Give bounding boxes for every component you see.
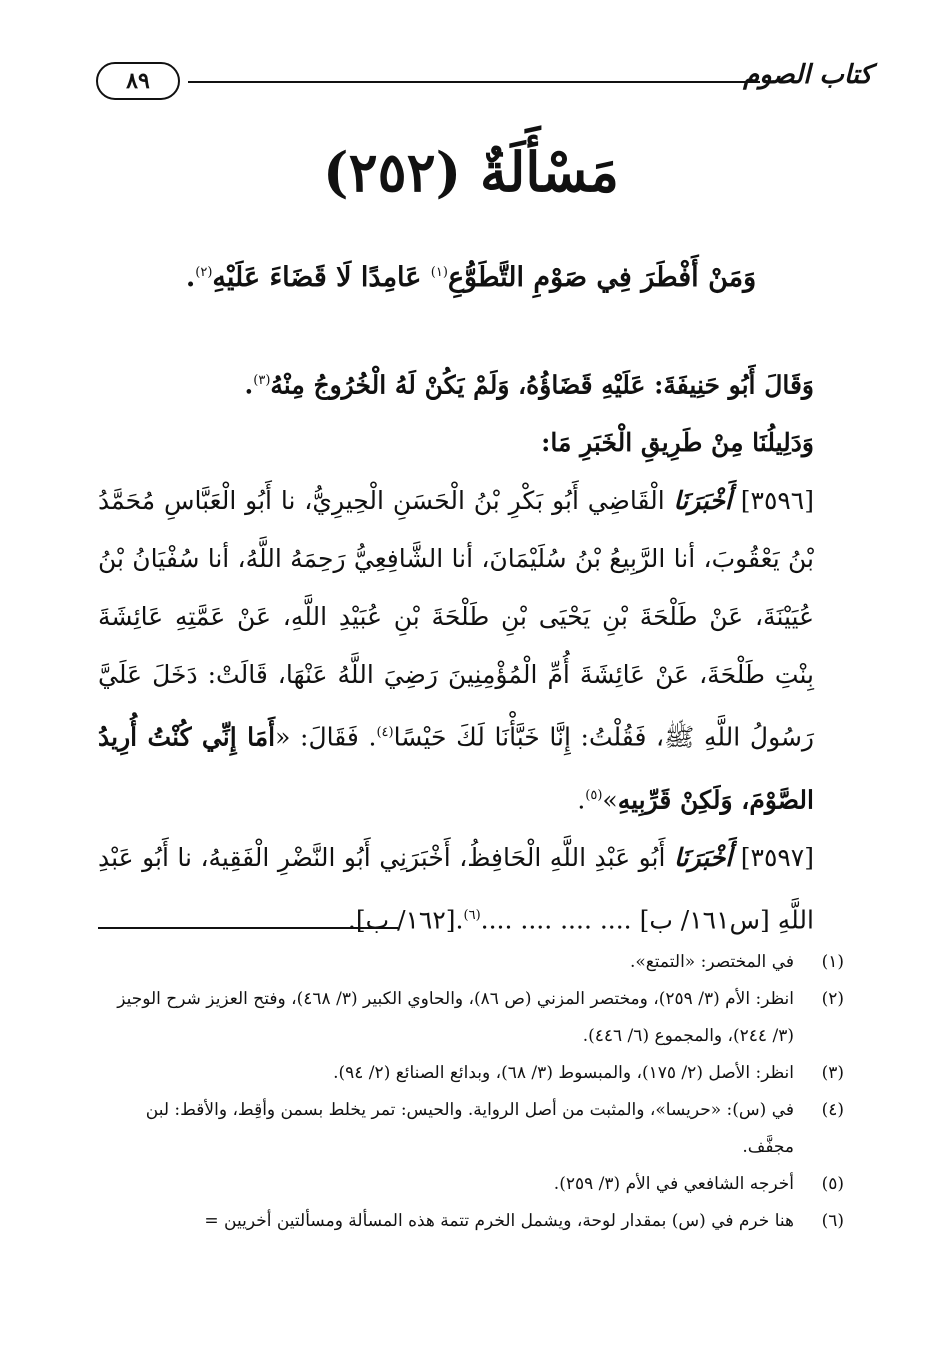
issue-statement-part1: وَمَنْ أَفْطَرَ فِي صَوْمِ التَّطَوُّعِ — [447, 262, 757, 293]
prophet-quote: أَمَا إِنِّي كُنْتُ أُرِيدُ الصَّوْمَ، وَلَكِنْ قَرِّبِيهِ — [98, 722, 814, 814]
footnote-ref-4: (٤) — [376, 725, 394, 741]
footnote-text: في المختصر: «التمتع». — [629, 952, 794, 972]
paragraph-abu-hanifa-end: . — [244, 370, 254, 400]
hadith-3597 — [98, 829, 844, 949]
hadith-text-mid: . فَقَالَ: « — [275, 722, 377, 752]
footnote-ref-3: (٣) — [253, 373, 271, 388]
footnote-separator — [98, 927, 398, 929]
footnote-text: هنا خرم في (س) بمقدار لوحة، ويشمل الخرم تتمة هذه المسألة ومسألتين أخريين = — [204, 1211, 794, 1231]
akhbarana-label: أَخْبَرَنَا — [673, 842, 733, 872]
footnote-item — [98, 981, 844, 1055]
footnote-text: انظر: الأم (٣/ ٢٥٩)، ومختصر المزني (ص ٨٦)، والحاوي الكبير (٣/ ٤٦٨)، وفتح العزيز شرح الوجيز (٣/ ٢٤٤)، والمجموع (٦/ ٤٤٦). — [117, 989, 794, 1046]
footnote-ref-5: (٥) — [585, 787, 603, 803]
footnote-ref-1: (١) — [430, 265, 448, 280]
hadith-chain: أَبُو عَبْدِ اللَّهِ الْحَافِظُ، أَخْبَرَنِي أَبُو النَّضْرِ الْفَقِيهُ، نا أَبُو عَبْدِ اللَّهِ [س١٦١/ ب] .... .... .... .... — [98, 842, 814, 935]
header-rule — [188, 81, 760, 83]
book-title: كتاب الصوم — [743, 60, 872, 90]
footnote-text: في (س): «حريسا»، والمثبت من أصل الرواية. والحيس: تمر يخلط بسمن وأقِط، والأقط: لبن مجفَّف. — [145, 1100, 794, 1157]
hadith-3596 — [98, 472, 844, 829]
issue-statement-end: . — [185, 262, 196, 293]
quote-close: » — [602, 784, 618, 814]
main-text — [98, 352, 844, 949]
hadith-end: .[١٦٢/ ب]. — [347, 905, 464, 935]
paragraph-abu-hanifa-text: وَقَالَ أَبُو حَنِيفَةَ: عَلَيْهِ قَضَاؤُهُ، وَلَمْ يَكُنْ لَهُ الْخُرُوجُ مِنْهُ — [270, 370, 814, 400]
footnote-number: (٤) — [821, 1100, 844, 1120]
footnote-text: أخرجه الشافعي في الأم (٣/ ٢٥٩). — [553, 1174, 794, 1194]
footnote-ref-2: (٢) — [195, 265, 213, 280]
footnote-number: (٣) — [821, 1063, 844, 1083]
footnote-text: انظر: الأصل (٢/ ١٧٥)، والمبسوط (٣/ ٦٨)، وبدائع الصنائع (٢/ ٩٤). — [333, 1063, 794, 1083]
paragraph-abu-hanifa — [98, 352, 844, 414]
page-header — [96, 60, 872, 100]
footnote-item — [98, 1055, 844, 1092]
footnotes — [98, 944, 844, 1240]
hadith-number: [٣٥٩٧] — [732, 842, 814, 872]
page-number: ٨٩ — [96, 62, 180, 100]
footnote-item — [98, 1092, 844, 1166]
footnote-item — [98, 1166, 844, 1203]
footnote-item — [98, 944, 844, 981]
footnote-number: (١) — [821, 952, 844, 972]
footnote-number: (٥) — [821, 1174, 844, 1194]
issue-statement-part2: عَامِدًا لَا قَضَاءَ عَلَيْهِ — [212, 262, 431, 293]
issue-statement — [98, 262, 844, 293]
footnote-number: (٦) — [821, 1211, 844, 1231]
footnote-ref-6: (٦) — [463, 907, 481, 923]
paragraph-evidence: وَدَلِيلُنَا مِنْ طَرِيقِ الْخَبَرِ مَا: — [541, 428, 814, 458]
hadith-chain: الْقَاضِي أَبُو بَكْرِ بْنُ الْحَسَنِ الْحِيرِيُّ، نا أَبُو الْعَبَّاسِ مُحَمَّدُ بْنُ يَعْقُوبَ، أنا الرَّبِيعُ بْنُ سُلَيْمَانَ، أنا الشَّافِعِيُّ رَحِمَهُ اللَّهُ، أنا سُفْيَانُ بْنُ عُيَيْنَةَ، عَنْ طَلْحَةَ بْنِ يَحْيَى بْنِ طَلْحَةَ بْنِ عُبَيْدِ اللَّهِ، عَنْ عَمَّتِهِ عَائِشَةَ بِنْتِ طَلْحَةَ، عَنْ عَائِشَةَ أُمِّ الْمُؤْمِنِينَ رَضِيَ اللَّهُ عَنْهَا، قَالَتْ: دَخَلَ عَلَيَّ رَسُولُ اللَّهِ ﷺ، فَقُلْتُ: إِنَّا خَبَّأْنَا لَكَ حَيْسًا — [98, 486, 814, 752]
issue-title: مَسْأَلَةٌ (٢٥٢) — [323, 140, 619, 204]
hadith-number: [٣٥٩٦] — [731, 486, 814, 516]
akhbarana-label: أَخْبَرَنَا — [673, 486, 732, 516]
hadith-end: . — [577, 784, 586, 814]
footnote-item — [98, 1203, 844, 1240]
footnote-number: (٢) — [821, 989, 844, 1009]
